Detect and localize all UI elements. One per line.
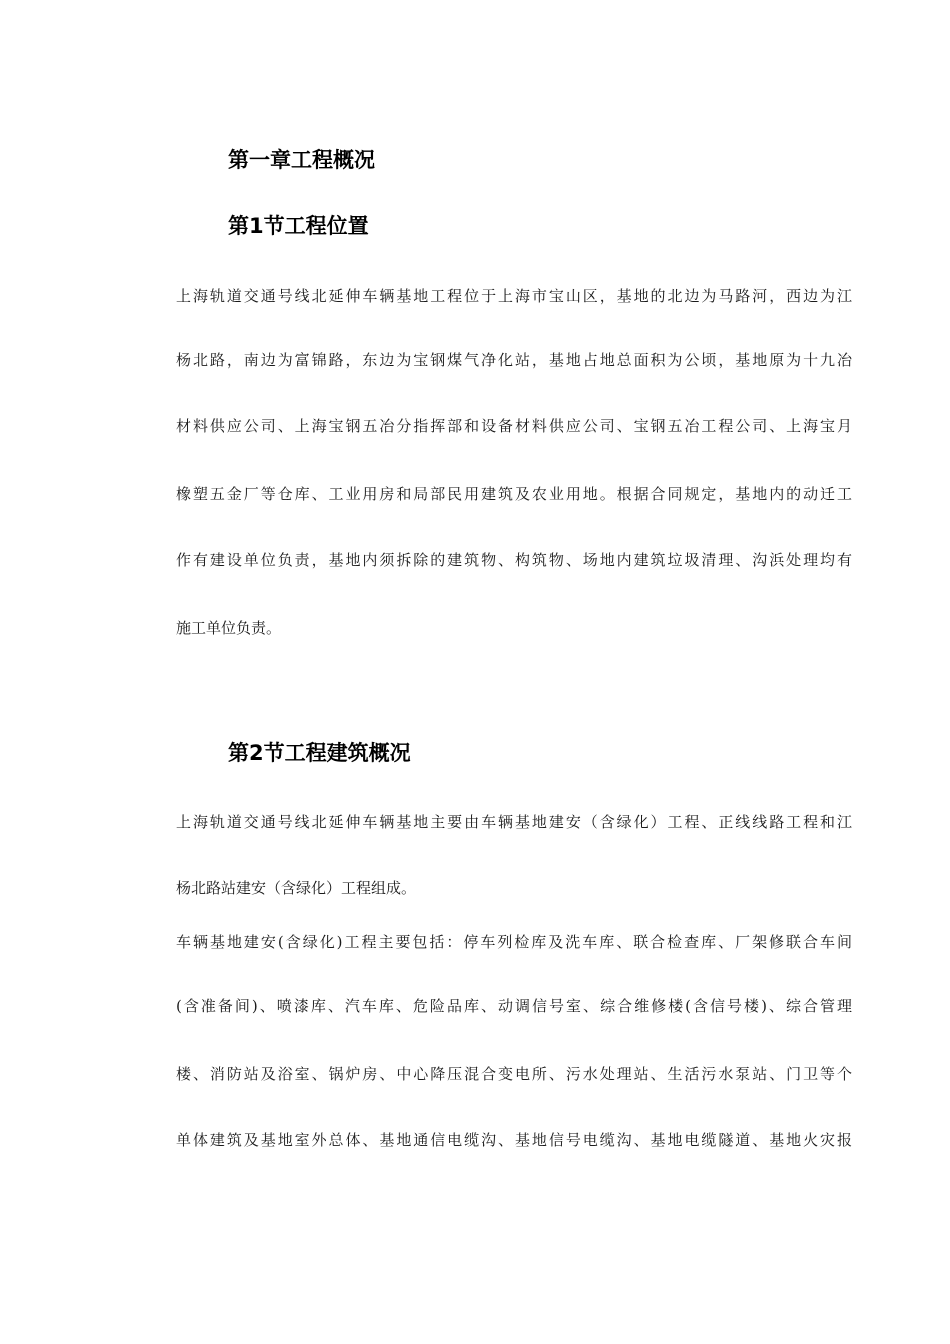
section-2-para-1-line: 杨北路站建安（含绿化）工程组成。 xyxy=(176,879,417,897)
section-1-line: 材料供应公司、上海宝钢五冶分指挥部和设备材料供应公司、宝钢五冶工程公司、上海宝月 xyxy=(176,417,852,435)
section-2-para-2-line: 楼、消防站及浴室、锅炉房、中心降压混合变电所、污水处理站、生活污水泵站、门卫等个 xyxy=(176,1065,852,1083)
section-2-para-2-line: 单体建筑及基地室外总体、基地通信电缆沟、基地信号电缆沟、基地电缆隧道、基地火灾报 xyxy=(176,1131,852,1149)
section-1-line: 橡塑五金厂等仓库、工业用房和局部民用建筑及农业用地。根据合同规定，基地内的动迁工 xyxy=(176,485,852,503)
section-2-title: 第2节工程建筑概况 xyxy=(228,741,411,765)
section-2-para-2-line: (含准备间)、喷漆库、汽车库、危险品库、动调信号室、综合维修楼(含信号楼)、综合管理 xyxy=(176,997,852,1015)
section-1-line: 杨北路，南边为富锦路，东边为宝钢煤气净化站，基地占地总面积为公顷，基地原为十九冶 xyxy=(176,351,852,369)
section-2-para-1-line: 上海轨道交通号线北延伸车辆基地主要由车辆基地建安（含绿化）工程、正线线路工程和江 xyxy=(176,813,852,831)
section-1-title: 第1节工程位置 xyxy=(228,214,369,238)
section-1-line: 上海轨道交通号线北延伸车辆基地工程位于上海市宝山区，基地的北边为马路河，西边为江 xyxy=(176,287,852,305)
section-1-line: 作有建设单位负责，基地内须拆除的建筑物、构筑物、场地内建筑垃圾清理、沟浜处理均有 xyxy=(176,551,852,569)
section-2-para-2-line: 车辆基地建安(含绿化)工程主要包括：停车列检库及洗车库、联合检查库、厂架修联合车间 xyxy=(176,933,852,951)
chapter-title: 第一章工程概况 xyxy=(228,148,375,172)
section-1-line: 施工单位负责。 xyxy=(176,619,282,637)
